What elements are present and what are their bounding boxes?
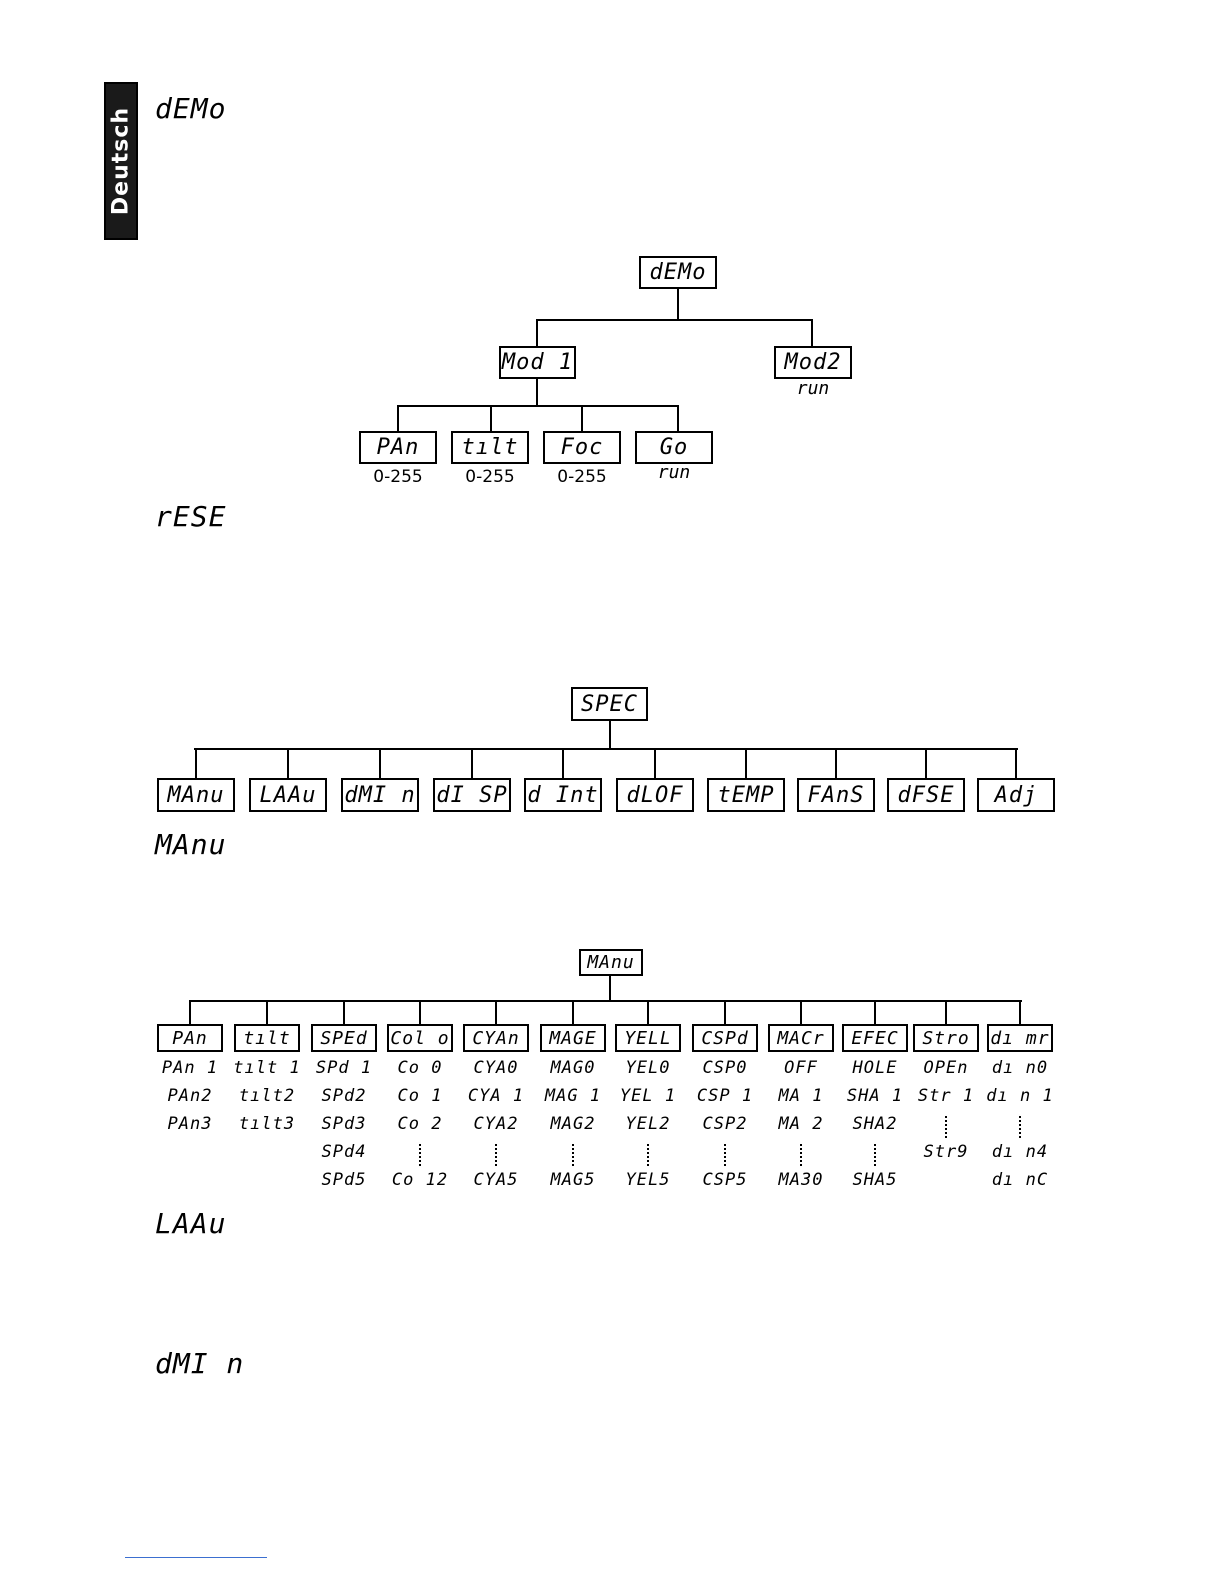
manu-option: dı n4 xyxy=(991,1142,1049,1162)
heading-reset: rESE xyxy=(155,500,227,533)
manu-option: YEL0 xyxy=(625,1058,671,1078)
ellipsis-dots xyxy=(495,1144,499,1166)
manu-option: Str 1 xyxy=(917,1086,975,1106)
manu-option: MA 1 xyxy=(778,1086,824,1106)
connector xyxy=(343,1000,345,1024)
manu-option: PAn3 xyxy=(167,1114,213,1134)
manu-option: SHA5 xyxy=(852,1170,898,1190)
connector xyxy=(1015,748,1017,778)
spec-child-box: Adj xyxy=(977,778,1055,812)
connector xyxy=(195,748,197,778)
connector xyxy=(189,1000,191,1024)
connector xyxy=(745,748,747,778)
manu-option: OFF xyxy=(784,1058,818,1078)
connector xyxy=(419,1000,421,1024)
spec-child-box: dI SP xyxy=(433,778,511,812)
manu-option: HOLE xyxy=(852,1058,898,1078)
ellipsis-dots xyxy=(572,1144,576,1166)
pan-box: PAn xyxy=(359,431,437,464)
connector xyxy=(654,748,656,778)
connector xyxy=(397,405,679,407)
footer-rule xyxy=(125,1557,267,1558)
manu-option: SPd2 xyxy=(321,1086,367,1106)
connector xyxy=(490,405,492,432)
manu-column-box: MACr xyxy=(768,1024,834,1052)
tilt-range: 0-255 xyxy=(465,467,515,487)
go-box: Go xyxy=(635,431,713,464)
ellipsis-dots xyxy=(874,1144,878,1166)
spec-child-box: dMI n xyxy=(341,778,419,812)
manu-column-box: tılt xyxy=(234,1024,300,1052)
manu-option: MAG5 xyxy=(550,1170,596,1190)
manu-column-box: CYAn xyxy=(463,1024,529,1052)
manu-option: CYA2 xyxy=(473,1114,519,1134)
language-tab-label: Deutsch xyxy=(108,106,134,216)
connector xyxy=(724,1000,726,1024)
manu-option: YEL 1 xyxy=(619,1086,677,1106)
focus-box: Foc xyxy=(543,431,621,464)
heading-manu: MAnu xyxy=(155,828,227,861)
manu-option: SHA 1 xyxy=(846,1086,904,1106)
manu-option: MAG 1 xyxy=(544,1086,602,1106)
manu-column-box: YELL xyxy=(615,1024,681,1052)
ellipsis-dots xyxy=(945,1116,949,1138)
connector xyxy=(647,1000,649,1024)
mod2-sub: run xyxy=(796,378,830,399)
connector xyxy=(471,748,473,778)
connector xyxy=(609,976,611,1001)
connector xyxy=(677,289,679,320)
connector xyxy=(835,748,837,778)
manu-option: MAG0 xyxy=(550,1058,596,1078)
manu-root-box: MAnu xyxy=(579,949,643,976)
manu-column-box: Col o xyxy=(387,1024,453,1052)
connector xyxy=(925,748,927,778)
mod1-box: Mod 1 xyxy=(499,346,576,379)
manu-column-box: PAn xyxy=(157,1024,223,1052)
connector xyxy=(536,319,813,321)
manu-option: tılt3 xyxy=(238,1114,296,1134)
manu-option: Co 12 xyxy=(391,1170,449,1190)
manu-option: Str9 xyxy=(923,1142,969,1162)
connector xyxy=(379,748,381,778)
manu-column-box: SPEd xyxy=(311,1024,377,1052)
connector xyxy=(581,405,583,432)
spec-root-box: SPEC xyxy=(571,687,648,721)
ellipsis-dots xyxy=(419,1144,423,1166)
manu-option: PAn 1 xyxy=(161,1058,219,1078)
manu-option: tılt 1 xyxy=(233,1058,301,1078)
connector xyxy=(609,721,611,749)
connector xyxy=(536,319,538,346)
connector xyxy=(1019,1000,1021,1024)
spec-child-box: tEMP xyxy=(707,778,785,812)
connector xyxy=(874,1000,876,1024)
manu-option: dı n0 xyxy=(991,1058,1049,1078)
manu-option: SPd4 xyxy=(321,1142,367,1162)
spec-child-box: dLOF xyxy=(616,778,694,812)
manu-option: CSP 1 xyxy=(696,1086,754,1106)
manu-option: SHA2 xyxy=(852,1114,898,1134)
manu-option: Co 2 xyxy=(397,1114,443,1134)
spec-child-box: dFSE xyxy=(887,778,965,812)
manu-option: SPd3 xyxy=(321,1114,367,1134)
manu-option: MAG2 xyxy=(550,1114,596,1134)
manu-option: CYA 1 xyxy=(467,1086,525,1106)
ellipsis-dots xyxy=(1019,1116,1023,1138)
manu-option: MA 2 xyxy=(778,1114,824,1134)
spec-child-box: MAnu xyxy=(157,778,235,812)
manu-column-box: CSPd xyxy=(692,1024,758,1052)
connector xyxy=(536,379,538,406)
connector xyxy=(572,1000,574,1024)
manu-option: CSP2 xyxy=(702,1114,748,1134)
manu-option: OPEn xyxy=(923,1058,969,1078)
spec-child-box: LAAu xyxy=(249,778,327,812)
connector xyxy=(677,405,679,432)
manu-column-box: dı mr xyxy=(987,1024,1053,1052)
connector xyxy=(495,1000,497,1024)
manu-option: CSP5 xyxy=(702,1170,748,1190)
connector xyxy=(397,405,399,432)
heading-dmin: dMI n xyxy=(155,1347,245,1380)
manu-option: Co 1 xyxy=(397,1086,443,1106)
manu-option: YEL2 xyxy=(625,1114,671,1134)
manu-option: MA30 xyxy=(778,1170,824,1190)
spec-child-box: d Int xyxy=(524,778,602,812)
pan-range: 0-255 xyxy=(373,467,423,487)
connector xyxy=(562,748,564,778)
ellipsis-dots xyxy=(647,1144,651,1166)
manu-option: Co 0 xyxy=(397,1058,443,1078)
manu-column-box: EFEC xyxy=(842,1024,908,1052)
connector xyxy=(945,1000,947,1024)
demo-root-box: dEMo xyxy=(639,256,717,289)
manu-option: SPd 1 xyxy=(315,1058,373,1078)
manu-option: CYA5 xyxy=(473,1170,519,1190)
manu-option: YEL5 xyxy=(625,1170,671,1190)
manu-column-box: Stro xyxy=(913,1024,979,1052)
ellipsis-dots xyxy=(800,1144,804,1166)
connector xyxy=(811,319,813,346)
heading-laau: LAAu xyxy=(155,1207,227,1240)
spec-child-box: FAnS xyxy=(797,778,875,812)
connector xyxy=(190,1000,1022,1002)
tilt-box: tılt xyxy=(451,431,529,464)
language-tab xyxy=(104,82,138,240)
connector xyxy=(194,748,1018,750)
mod2-box: Mod2 xyxy=(774,346,852,379)
manu-option: dı nC xyxy=(991,1170,1049,1190)
heading-demo: dEMo xyxy=(155,92,227,125)
manu-option: PAn2 xyxy=(167,1086,213,1106)
focus-range: 0-255 xyxy=(557,467,607,487)
connector xyxy=(266,1000,268,1024)
ellipsis-dots xyxy=(724,1144,728,1166)
connector xyxy=(800,1000,802,1024)
manu-option: tılt2 xyxy=(238,1086,296,1106)
manu-column-box: MAGE xyxy=(540,1024,606,1052)
manu-option: CSP0 xyxy=(702,1058,748,1078)
connector xyxy=(287,748,289,778)
manu-option: SPd5 xyxy=(321,1170,367,1190)
manu-option: dı n 1 xyxy=(986,1086,1054,1106)
manu-option: CYA0 xyxy=(473,1058,519,1078)
go-sub: run xyxy=(657,462,691,483)
